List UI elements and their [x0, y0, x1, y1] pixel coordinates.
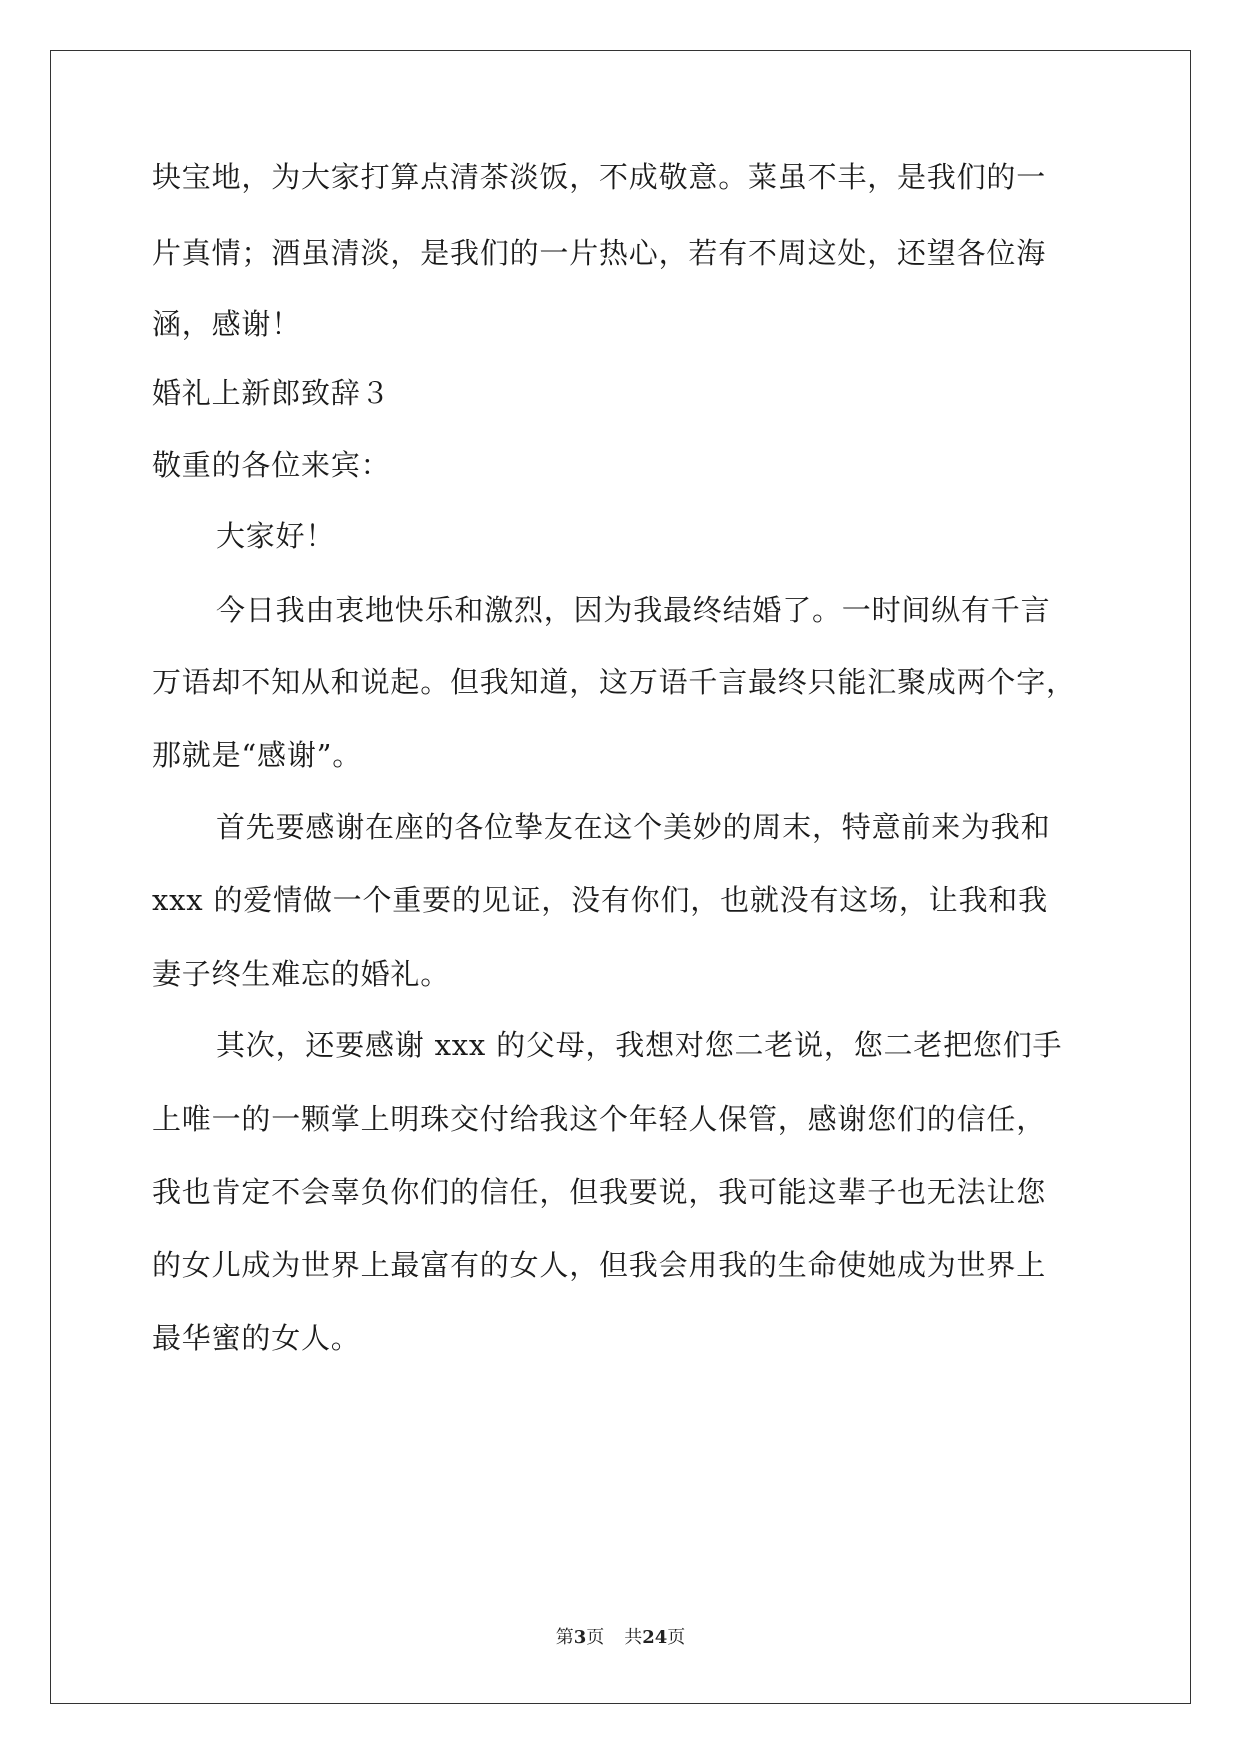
text-line: 的女儿成为世界上最富有的女人，但我会用我的生命使她成为世界上 — [152, 1248, 1047, 1282]
text-line: 片真情；酒虽清淡，是我们的一片热心，若有不周这处，还望各位海 — [152, 236, 1047, 270]
text-line: 那就是“感谢”。 — [152, 738, 363, 772]
text-line: xxx 的爱情做一个重要的见证，没有你们，也就没有这场，让我和我 — [152, 883, 1048, 917]
page-footer — [0, 1626, 1241, 1650]
page-border — [50, 50, 1191, 1704]
page-unit: 页 — [586, 1627, 605, 1648]
total-prefix: 共 — [624, 1627, 643, 1648]
text-line: 上唯一的一颗掌上明珠交付给我这个年轻人保管，感谢您们的信任， — [152, 1102, 1047, 1136]
text-line: 块宝地，为大家打算点清茶淡饭，不成敬意。菜虽不丰，是我们的一 — [152, 160, 1047, 194]
paragraph-start: 首先要感谢在座的各位挚友在这个美妙的周末，特意前来为我和 — [216, 810, 1051, 844]
text-line: 万语却不知从和说起。但我知道，这万语千言最终只能汇聚成两个字， — [152, 665, 1076, 699]
text-line: 妻子终生难忘的婚礼。 — [152, 957, 451, 991]
section-heading: 婚礼上新郎致辞３ — [152, 376, 391, 410]
page-total: 24 — [642, 1627, 668, 1648]
paragraph-start: 今日我由衷地快乐和激烈，因为我最终结婚了。一时间纵有千言 — [216, 593, 1051, 627]
total-unit: 页 — [667, 1627, 686, 1648]
paragraph-start: 其次，还要感谢 xxx 的父母，我想对您二老说，您二老把您们手 — [216, 1028, 1063, 1062]
page-number: 3 — [573, 1627, 587, 1648]
page-prefix: 第 — [555, 1627, 574, 1648]
text-line: 涵，感谢！ — [152, 307, 302, 341]
salutation: 敬重的各位来宾： — [152, 448, 391, 482]
text-line: 最华蜜的女人。 — [152, 1321, 361, 1355]
text-line: 我也肯定不会辜负你们的信任，但我要说，我可能这辈子也无法让您 — [152, 1175, 1047, 1209]
paragraph-start: 大家好！ — [216, 519, 336, 553]
